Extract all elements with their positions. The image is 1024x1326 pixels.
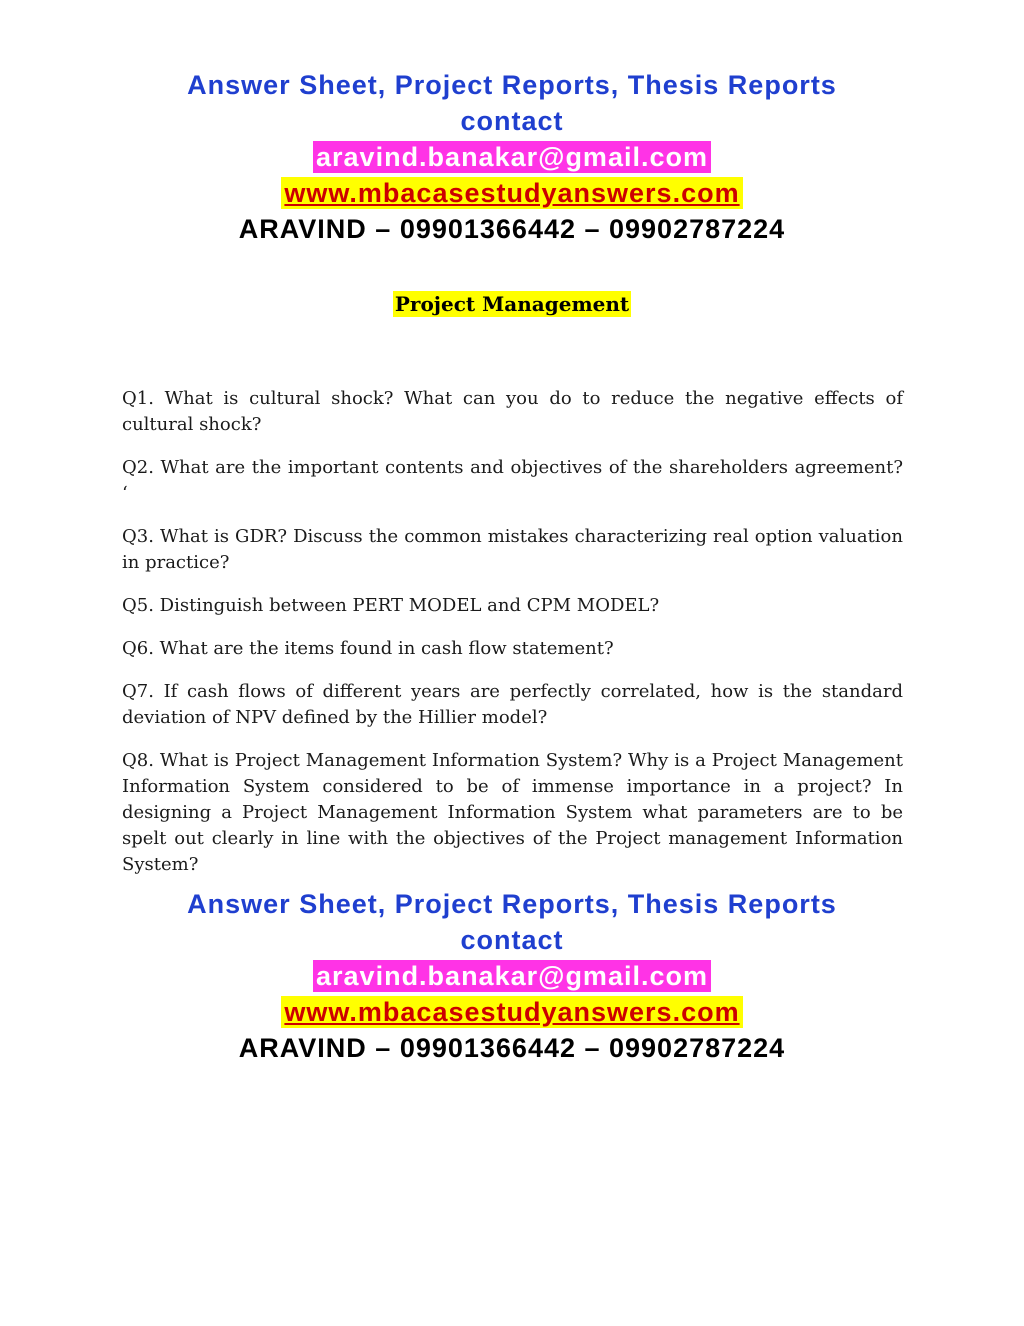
footer-contact-block [0,886,1024,1066]
header-phone: ARAVIND – 09901366442 – 09902787224 [238,214,786,244]
question-item: Q5. Distinguish between PERT MODEL and CPM MODEL? [122,595,660,616]
header-line2: contact [460,106,564,136]
header-contact-block [0,67,1024,247]
footer-email-link[interactable]: aravind.banakar@gmail.com [313,960,711,992]
question-item: Q3. What is GDR? Discuss the common mistakes characterizing real option valuation in practice? [122,526,903,573]
question-item: Q2. What are the important contents and objectives of the shareholders agreement? ‘ [122,457,903,504]
page-title-wrap [0,292,1024,316]
footer-phone: ARAVIND – 09901366442 – 09902787224 [238,1033,786,1063]
question-item: Q1. What is cultural shock? What can you do to reduce the negative effects of cultural shock? [122,388,903,435]
page-title: Project Management [394,292,630,316]
header-email-link[interactable]: aravind.banakar@gmail.com [313,141,711,173]
question-item: Q6. What are the items found in cash flow statement? [122,638,614,659]
questions-list [122,386,903,895]
question-item: Q7. If cash flows of different years are perfectly correlated, how is the standard deviation of NPV defined by the Hillier model? [122,681,903,728]
footer-website-link[interactable]: www.mbacasestudyanswers.com [281,996,742,1028]
footer-line1: Answer Sheet, Project Reports, Thesis Reports [187,889,837,919]
question-item: Q8. What is Project Management Information System? Why is a Project Management Information System considered to be of immense importance in a project? In designing a Project Management Information System what parameters are to be spelt out clearly in line with the objectives of the Project management Information System? [122,750,903,875]
header-line1: Answer Sheet, Project Reports, Thesis Reports [187,70,837,100]
footer-line2: contact [460,925,564,955]
header-website-link[interactable]: www.mbacasestudyanswers.com [281,177,742,209]
